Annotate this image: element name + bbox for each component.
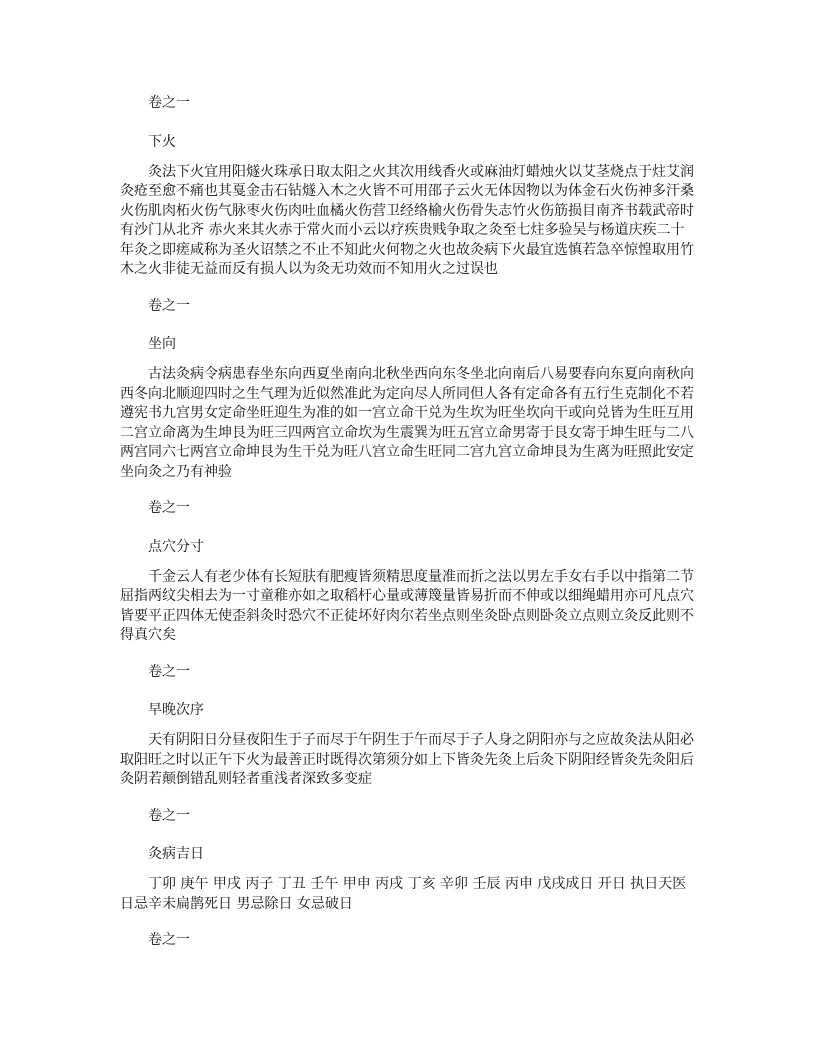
section-xia-huo <box>120 94 697 280</box>
document-page <box>120 94 697 951</box>
volume-heading: 卷之一 <box>148 663 190 680</box>
volume-heading: 卷之一 <box>148 932 190 948</box>
section-zao-wan-ci-xu <box>120 663 697 790</box>
section-zuo-xiang <box>120 297 697 483</box>
section-title: 坐向 <box>148 336 176 352</box>
section-jiu-bing-ji-ri <box>120 807 697 915</box>
section-trailing <box>120 931 697 951</box>
section-dian-xue-fen-cun <box>120 499 697 646</box>
section-paragraph: 千金云人有老少体有长短肤有肥瘦皆须精思度量准而折之法以男左手女右手以中指第二节屈指两纹尖相去为一寸童稚亦如之取稻杆心量或薄篾量皆易折而不伸或以细绳蜡用亦可凡点穴皆要平正四体无使歪斜灸时恐穴不正徒坏好肉尔若坐点则坐灸卧点则卧灸立点则立灸反此则不得真穴矣 <box>120 568 694 643</box>
volume-heading: 卷之一 <box>148 297 190 314</box>
volume-heading: 卷之一 <box>148 807 190 824</box>
section-paragraph: 丁卯 庚午 甲戌 丙子 丁丑 壬午 甲申 丙戌 丁亥 辛卯 壬辰 丙申 戊戌成日 开日 执日天医日忌辛未扁鹊死日 男忌除日 女忌破日 <box>120 876 687 912</box>
section-title: 点穴分寸 <box>148 538 204 555</box>
volume-heading: 卷之一 <box>148 95 190 111</box>
volume-heading: 卷之一 <box>148 500 190 516</box>
section-title: 早晚次序 <box>148 702 204 718</box>
section-paragraph: 古法灸病令病患春坐东向西夏坐南向北秋坐西向东冬坐北向南后八易要春向东夏向南秋向西冬向北顺迎四时之生气理为近似然准此为定向尽人所同但人各有定命各有五行生克制化不若遵宪书九宫男女定命坐旺迎生为准的如一宫立命干兑为生坎为旺坐坎向干或向兑皆为生旺互用二宫立命离为生坤艮为旺三四两宫立命坎为生震巽为旺五宫立命男寄于艮女寄于坤生旺与二八两宫同六七两宫立命坤艮为生干兑为旺八宫立命生旺同二宫九宫立命坤艮为生离为旺照此安定坐向灸之乃有神验 <box>120 366 694 480</box>
section-paragraph: 灸法下火宜用阳燧火珠承日取太阳之火其次用线香火或麻油灯蜡烛火以艾茎烧点于炷艾润灸疮至愈不痛也其戛金击石钻燧入木之火皆不可用邵子云火无体因物以为体金石火伤神多汗桑火伤肌肉柘火伤气脉枣火伤肉吐血橘火伤营卫经络榆火伤骨失志竹火伤筋损目南齐书载武帝时有沙门从北齐 赤火来其火赤于常火而小云以疗疾贵贱争取之灸至七炷多验吴与杨道庆疾二十年灸之即瘥咸称为圣火诏禁之不止不知此火何物之火也故灸病下火最宜选慎若急卒惊惶取用竹木之火非徒无益而反有损人以为灸无功效而不知用火之过误也 <box>120 163 694 277</box>
section-title: 灸病吉日 <box>148 846 204 862</box>
section-title: 下火 <box>148 133 176 150</box>
section-paragraph: 天有阴阳日分昼夜阳生于子而尽于午阴生于午而尽于子人身之阴阳亦与之应故灸法从阳必取阳旺之时以正午下火为最善正时既得次第须分如上下皆灸先灸上后灸下阴阳经皆灸先灸阳后灸阴若颠倒错乱则轻者重浅者深致多变症 <box>120 732 694 787</box>
